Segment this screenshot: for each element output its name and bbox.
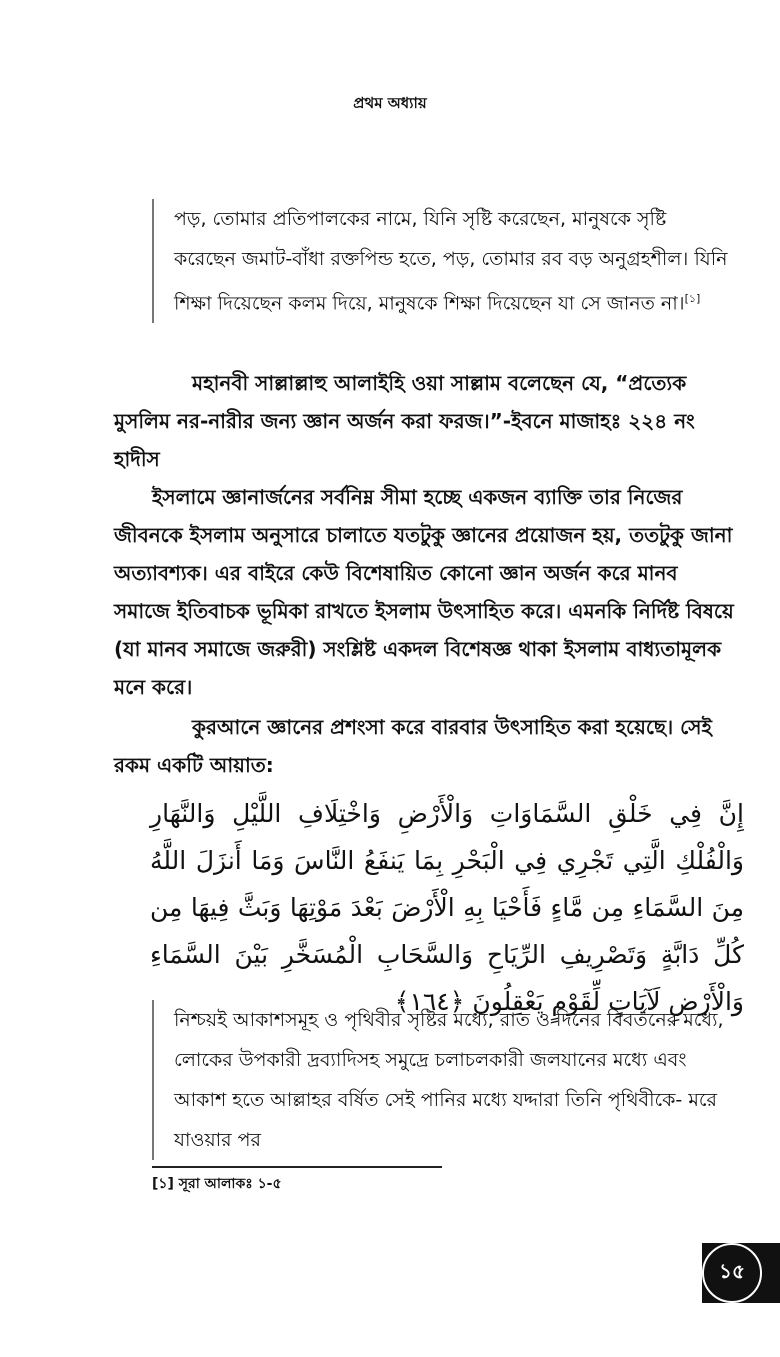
arabic-verse: إِنَّ فِي خَلْقِ السَّمَاوَاتِ وَالْأَرْضِ وَاخْتِلَافِ اللَّيْلِ وَالنَّهَارِ وَالْفُلْكِ الَّتِي تَجْرِي فِي الْبَحْرِ بِمَا يَنفَعُ النَّاسَ وَمَا أَنزَلَ اللَّهُ مِنَ السَّمَاءِ مِن مَّاءٍ فَأَحْيَا بِهِ الْأَرْضَ بَعْدَ مَوْتِهَا وَبَثَّ فِيهَا مِن كُلِّ دَابَّةٍ وَتَصْرِيفِ الرِّيَاحِ وَالسَّحَابِ الْمُسَخَّرِ بَيْنَ السَّمَاءِ وَالْأَرْضِ لَآيَاتٍ لِّقَوْمٍ يَعْقِلُونَ ﴿١٦٤﴾: [150, 799, 744, 1016]
footnote-divider: [152, 1166, 442, 1168]
hadith-paragraph: মহানবী সাল্লাল্লাহু আলাইহি ওয়া সাল্লাম বলেছেন যে, “প্রত্যেক মুসলিম নর-নারীর জন্য জ্ঞান অর্জন করা ফরজ।”-ইবনে মাজাহঃ ২২৪ নং হাদীস: [114, 371, 695, 471]
verse-intro-paragraph: কুরআনে জ্ঞানের প্রশংসা করে বারবার উৎসাহিত করা হয়েছে। সেই রকম একটি আয়াত:: [114, 715, 712, 777]
quote-text: পড়, তোমার প্রতিপালকের নামে, যিনি সৃষ্টি করেছেন, মানুষকে সৃষ্টি করেছেন জমাট-বাঁধা রক্তপিন্ড হতে, পড়, তোমার রব বড় অনুগ্রহশীল। যিনি শিক্ষা দিয়েছেন কলম দিয়ে, মানুষকে শিক্ষা দিয়েছেন যা সে জানত না।: [174, 208, 728, 315]
footnote: [১] সূরা আলাকঃ ১-৫: [152, 1176, 282, 1192]
footnote-ref[interactable]: [১]: [684, 292, 701, 305]
chapter-header: প্রথম অধ্যায়: [353, 94, 427, 112]
quran-translation-quote: [152, 199, 734, 323]
verse-translation-quote: নিশ্চয়ই আকাশসমূহ ও পৃথিবীর সৃষ্টির মধ্যে, রাত ও দিনের বিবর্তনের মধ্যে, লোকের উপকারী দ্রব্যাদিসহ সমুদ্রে চলাচলকারী জলযানের মধ্যে এবং আকাশ হতে আল্লাহর বর্ষিত সেই পানির মধ্যে যদ্দারা তিনি পৃথিবীকে- মরে যাওয়ার পর: [152, 1000, 734, 1160]
knowledge-paragraph: ইসলামে জ্ঞানার্জনের সর্বনিম্ন সীমা হচ্ছে একজন ব্যাক্তি তার নিজের জীবনকে ইসলাম অনুসারে চালাতে যতটুকু জ্ঞানের প্রয়োজন হয়, ততটুকু জানা অত্যাবশ্যক। এর বাইরে কেউ বিশেষায়িত কোনো জ্ঞান অর্জন করে মানব সমাজে ইতিবাচক ভূমিকা রাখতে ইসলাম উৎসাহিত করে। এমনকি নির্দিষ্ট বিষয়ে (যা মানব সমাজে জরুরী) সংশ্লিষ্ট একদল বিশেষজ্ঞ থাকা ইসলাম বাধ্যতামূলক মনে করে।: [114, 485, 734, 699]
page-number: ১৫: [702, 1243, 762, 1303]
